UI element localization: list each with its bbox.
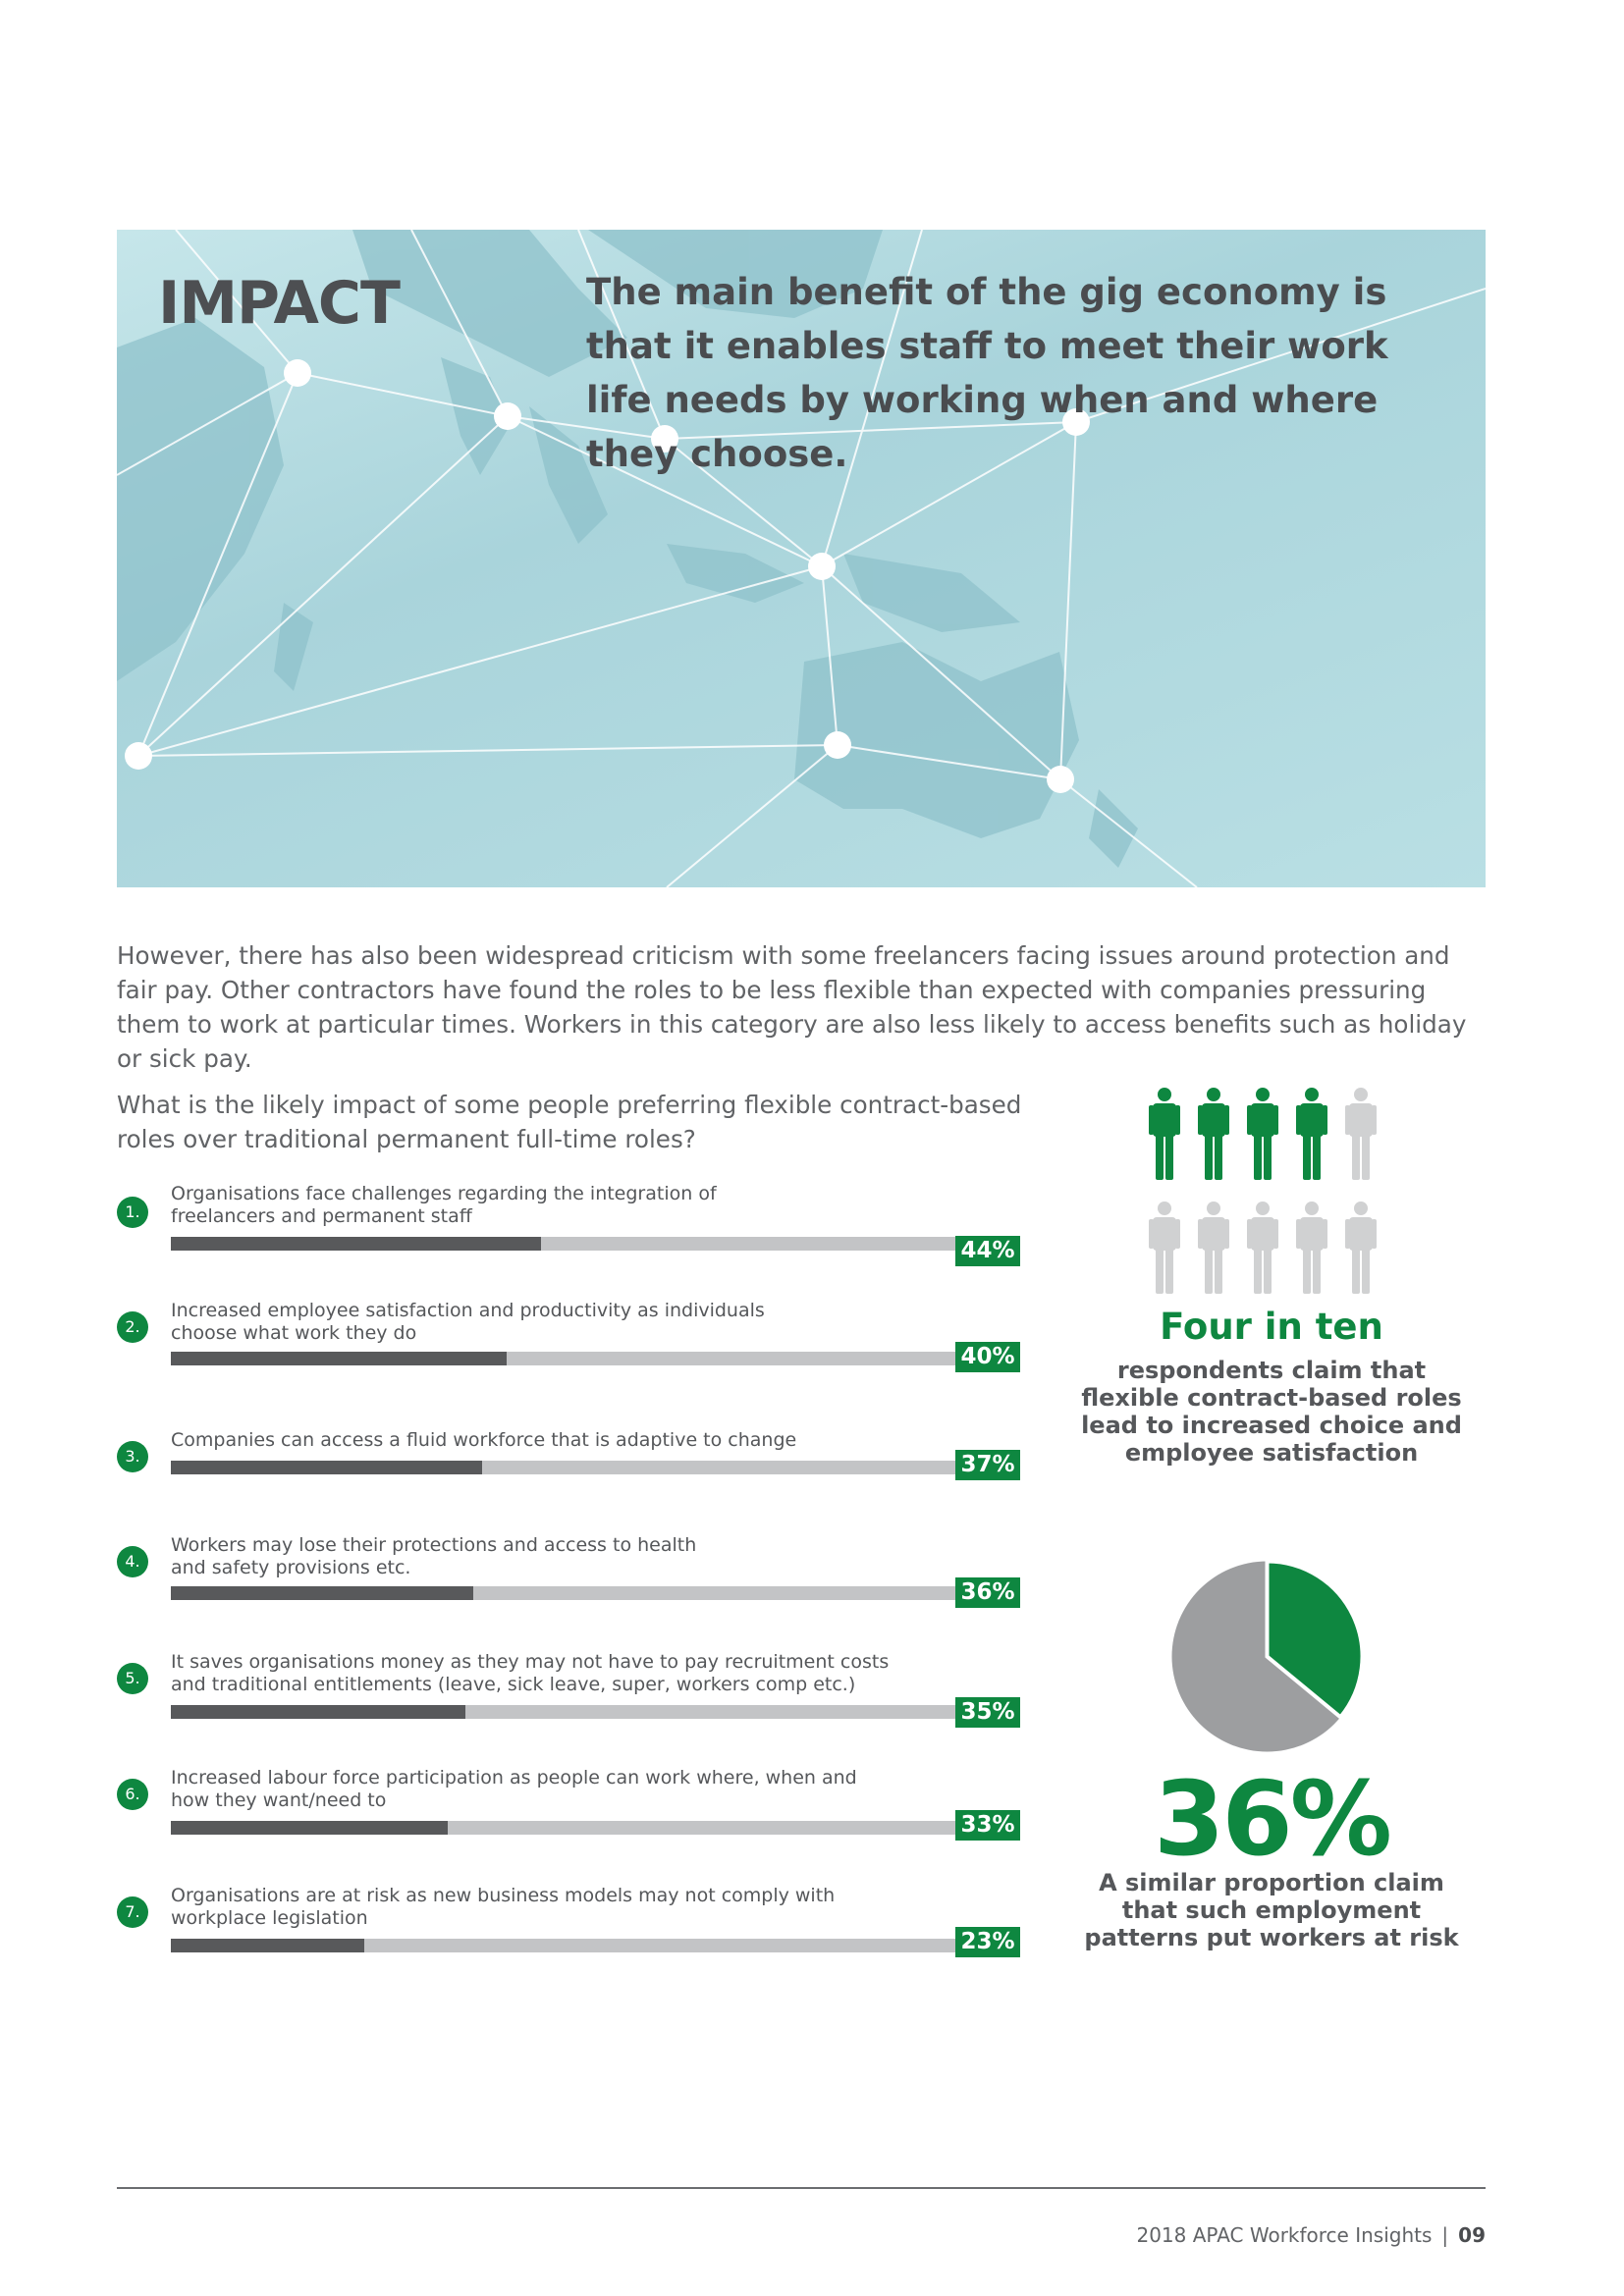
survey-item	[117, 1534, 1020, 1623]
bar-track	[171, 1461, 1011, 1474]
page-number: 09	[1458, 2223, 1486, 2247]
person-icon	[1149, 1201, 1180, 1294]
bar-track	[171, 1705, 1011, 1719]
item-text-line: and traditional entitlements (leave, sick leave, super, workers comp etc.)	[171, 1674, 856, 1695]
bar-track	[171, 1237, 1011, 1251]
survey-question: What is the likely impact of some people preferring flexible contract-based roles over traditional permanent full-time roles?	[117, 1091, 1022, 1153]
item-text	[171, 1429, 956, 1452]
bar-track	[171, 1586, 1011, 1600]
item-text	[171, 1767, 956, 1812]
survey-item	[117, 1885, 1020, 1973]
item-number-badge: 2.	[117, 1311, 148, 1343]
item-text	[171, 1300, 956, 1345]
person-icon	[1198, 1088, 1229, 1180]
person-icon	[1247, 1088, 1278, 1180]
person-icon	[1345, 1201, 1377, 1294]
item-text	[171, 1534, 956, 1579]
percent-label: 35%	[955, 1697, 1020, 1728]
item-number-badge: 4.	[117, 1546, 148, 1577]
bar-fill	[171, 1352, 507, 1365]
percent-label: 44%	[955, 1236, 1020, 1266]
bar-fill	[171, 1939, 364, 1952]
item-number-badge: 1.	[117, 1197, 148, 1228]
item-text-line: workplace legislation	[171, 1907, 368, 1929]
item-text-line: choose what work they do	[171, 1322, 417, 1344]
survey-item	[117, 1767, 1020, 1855]
page-footer	[1136, 2223, 1486, 2247]
item-text	[171, 1885, 956, 1930]
bar-track	[171, 1821, 1011, 1835]
people-pictogram	[1149, 1088, 1394, 1299]
survey-item	[117, 1429, 1020, 1518]
footer-title: 2018 APAC Workforce Insights	[1136, 2223, 1433, 2247]
item-text	[171, 1651, 956, 1696]
item-text-line: It saves organisations money as they may not have to pay recruitment costs	[171, 1651, 890, 1673]
four-in-ten-title: Four in ten	[1160, 1306, 1383, 1348]
item-number-badge: 5.	[117, 1663, 148, 1694]
big-percentage-description: A similar proportion claim that such employment patterns put workers at risk	[1084, 1869, 1459, 1951]
pie-chart	[1166, 1556, 1368, 1757]
item-text-line: and safety provisions etc.	[171, 1557, 411, 1578]
item-text-line: Organisations face challenges regarding the integration of	[171, 1183, 717, 1204]
survey-item	[117, 1300, 1020, 1388]
big-percentage: 36%	[1154, 1759, 1389, 1879]
footer-separator: |	[1441, 2223, 1449, 2247]
item-text-line: Increased labour force participation as people can work where, when and	[171, 1767, 857, 1789]
bar-fill	[171, 1237, 541, 1251]
bar-fill	[171, 1461, 482, 1474]
item-text-line: Organisations are at risk as new business models may not comply with	[171, 1885, 836, 1906]
percent-label: 33%	[955, 1810, 1020, 1841]
item-text-line: Increased employee satisfaction and productivity as individuals	[171, 1300, 765, 1321]
percent-label: 37%	[955, 1450, 1020, 1480]
item-number-badge: 3.	[117, 1441, 148, 1472]
hero-quote: The main benefit of the gig economy is that it enables staff to meet their work life needs by working when and where they choose.	[586, 271, 1388, 475]
item-text	[171, 1183, 956, 1228]
percent-label: 40%	[955, 1342, 1020, 1372]
bar-fill	[171, 1821, 448, 1835]
item-number-badge: 6.	[117, 1779, 148, 1810]
person-icon	[1198, 1201, 1229, 1294]
four-in-ten-description: respondents claim that flexible contract-based roles lead to increased choice and employee satisfaction	[1081, 1357, 1462, 1467]
item-text-line: Companies can access a fluid workforce that is adaptive to change	[171, 1429, 797, 1451]
bar-track	[171, 1939, 1011, 1952]
intro-paragraph: However, there has also been widespread criticism with some freelancers facing issues around protection and fair pay. Other contractors have found the roles to be less flexible than expected with companies pressuring them to work at particular times. Workers in this category are also less likely to access benefits such as holiday or sick pay.	[117, 941, 1467, 1073]
item-text-line: Workers may lose their protections and access to health	[171, 1534, 697, 1556]
percent-label: 23%	[955, 1927, 1020, 1957]
hero-title: IMPACT	[158, 269, 400, 338]
bar-fill	[171, 1705, 465, 1719]
bar-fill	[171, 1586, 473, 1600]
item-number-badge: 7.	[117, 1896, 148, 1928]
hero-banner	[117, 230, 1486, 887]
person-icon	[1247, 1201, 1278, 1294]
item-text-line: freelancers and permanent staff	[171, 1205, 472, 1227]
footer-divider	[117, 2187, 1486, 2189]
person-icon	[1149, 1088, 1180, 1180]
survey-item	[117, 1651, 1020, 1739]
survey-item	[117, 1183, 1020, 1271]
person-icon	[1296, 1088, 1327, 1180]
person-icon	[1296, 1201, 1327, 1294]
percent-label: 36%	[955, 1577, 1020, 1608]
person-icon	[1345, 1088, 1377, 1180]
bar-track	[171, 1352, 1011, 1365]
item-text-line: how they want/need to	[171, 1789, 387, 1811]
